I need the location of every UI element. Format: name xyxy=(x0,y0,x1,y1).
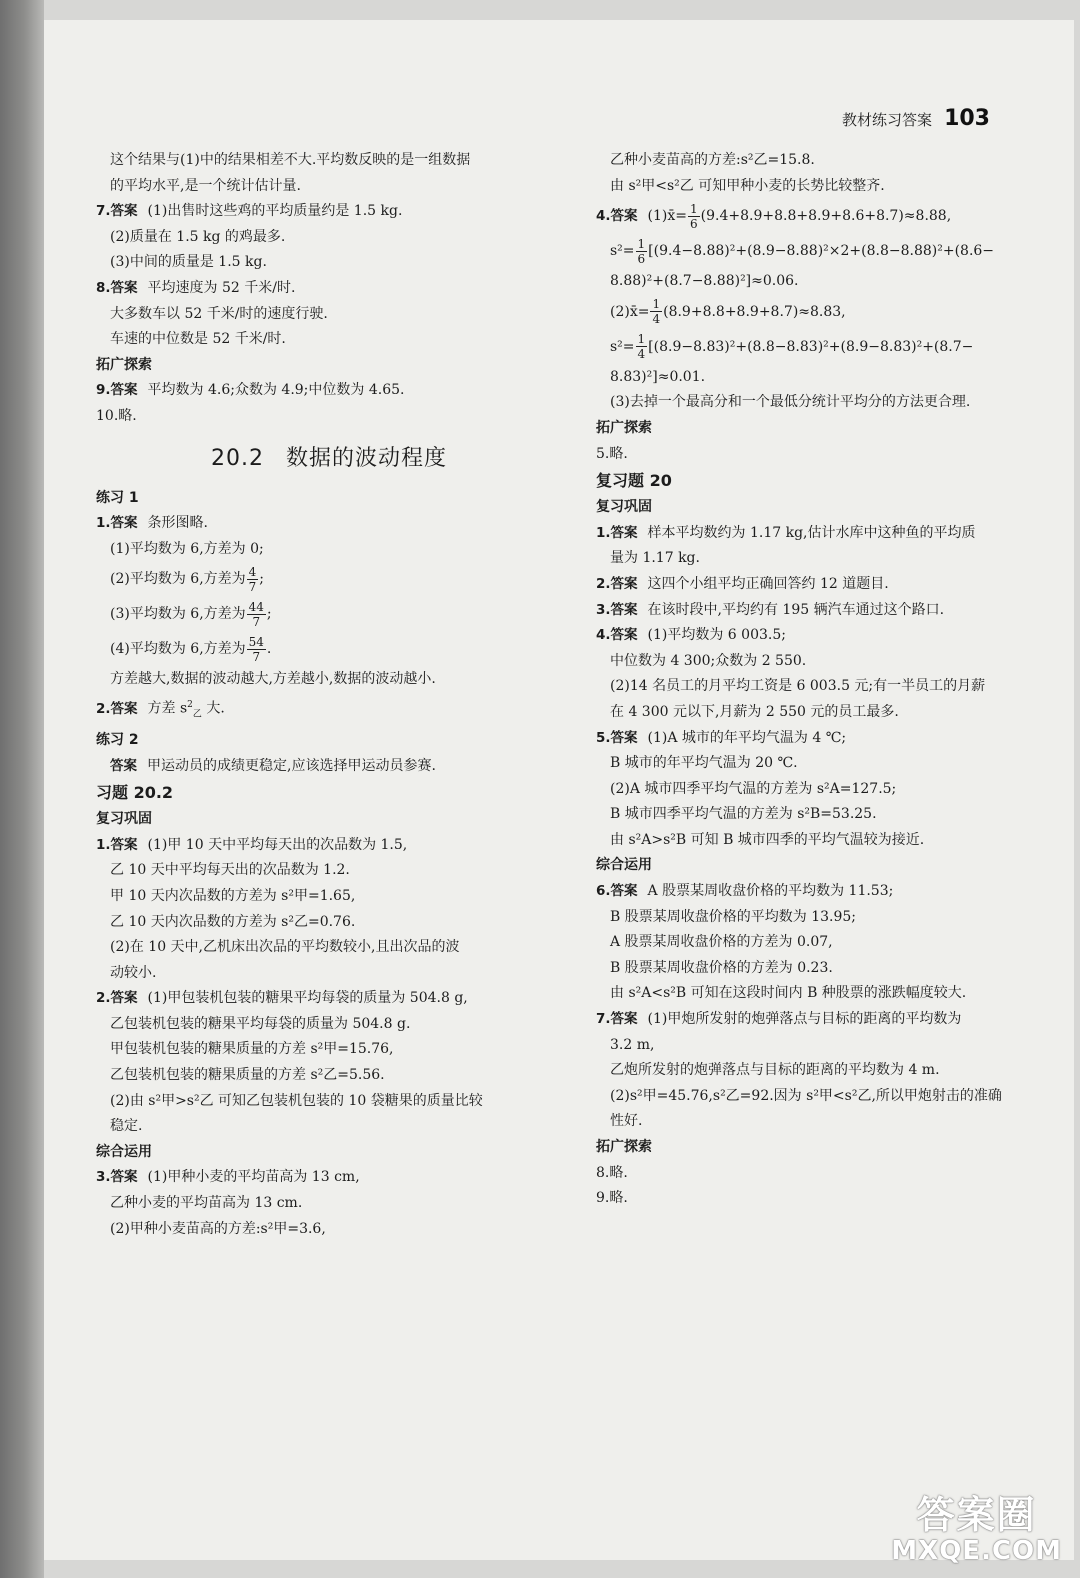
text-span: . xyxy=(266,641,272,658)
answer-text: (1)甲 10 天中平均每天出的次品数为 1.5, xyxy=(147,836,408,853)
subscript: 乙 xyxy=(192,709,202,720)
subsection-heading: 拓广探索 xyxy=(96,356,152,373)
text-line: (2)s²甲=45.76,s²乙=92.因为 s²甲<s²乙,所以甲炮射击的准确 xyxy=(610,1087,1002,1104)
answer-text: A 股票某周收盘价格的平均数为 11.53; xyxy=(647,883,894,900)
book-spine-shadow xyxy=(0,0,44,1578)
text-line: 由 s²甲<s²乙 可知甲种小麦的长势比较整齐. xyxy=(610,177,885,194)
answer-text: (1)A 城市的年平均气温为 4 ℃; xyxy=(647,729,847,746)
text-line: 由 s²A<s²B 可知在这段时间内 B 种股票的涨跌幅度较大. xyxy=(610,985,967,1002)
formula-line xyxy=(596,234,1062,269)
text-line: (1)平均数为 6,方差为 0; xyxy=(110,540,264,557)
text-line: 动较小. xyxy=(110,964,157,981)
text-line: 车速的中位数是 52 千米/时. xyxy=(110,331,286,348)
text-line-fraction xyxy=(96,597,562,632)
review-answer-2 xyxy=(596,572,1062,598)
practice-answer-2 xyxy=(96,693,562,728)
text-line: 甲 10 天内次品数的方差为 s²甲=1.65, xyxy=(110,887,356,904)
text-span: (8.9+8.8+8.9+8.7)≈8.83, xyxy=(663,303,846,320)
text-line: (3)中间的质量是 1.5 kg. xyxy=(110,254,267,271)
answer-label: 3.答案 xyxy=(96,1169,138,1186)
running-head-label: 教材练习答案 xyxy=(842,111,933,129)
exercise-answer-3 xyxy=(96,1165,562,1191)
text-line: 中位数为 4 300;众数为 2 550. xyxy=(610,652,807,669)
answer-text: 条形图略. xyxy=(147,515,208,532)
answer-9: 9.略. xyxy=(596,1190,628,1207)
answer-5: 5.略. xyxy=(596,445,628,462)
fraction xyxy=(688,202,700,231)
answer-label: 1.答案 xyxy=(96,515,138,532)
denominator: 7 xyxy=(248,579,257,594)
review-answer-1 xyxy=(596,521,1062,547)
text-line: (2)A 城市四季平均气温的方差为 s²A=127.5; xyxy=(610,780,897,797)
text-line: 乙 10 天内次品数的方差为 s²乙=0.76. xyxy=(110,913,356,930)
section-name: 数据的波动程度 xyxy=(285,445,447,471)
formula-line xyxy=(596,295,1062,330)
text-line: (2)甲种小麦苗高的方差:s²甲=3.6, xyxy=(110,1220,326,1237)
text-span: s²= xyxy=(610,338,635,355)
section-title xyxy=(96,436,562,482)
answer-text: 这四个小组平均正确回答约 12 道题目. xyxy=(647,575,889,592)
answer-label: 2.答案 xyxy=(596,575,638,592)
text-line: 在 4 300 元以下,月薪为 2 550 元的员工最多. xyxy=(610,703,899,720)
review-heading: 复习题 20 xyxy=(596,471,672,491)
answer-text: (1)甲包装机包装的糖果平均每袋的质量为 504.8 g, xyxy=(147,990,468,1007)
answer-label: 2.答案 xyxy=(96,700,138,717)
left-column xyxy=(96,148,562,1242)
answer-text: (1)平均数为 6 003.5; xyxy=(647,627,786,644)
text-line: 3.2 m, xyxy=(610,1036,655,1053)
section-number: 20.2 xyxy=(211,445,264,471)
formula-line: 8.83)²]≈0.01. xyxy=(610,368,706,385)
text-span: 方差 s xyxy=(147,700,188,717)
answer-label: 3.答案 xyxy=(596,601,638,618)
subsection-heading: 练习 1 xyxy=(96,489,139,506)
answer-8 xyxy=(96,276,562,302)
text-line: 甲包装机包装的糖果质量的方差 s²甲=15.76, xyxy=(110,1041,394,1058)
denominator: 4 xyxy=(652,312,661,327)
text-span: (2)平均数为 6,方差为 xyxy=(110,571,246,588)
text-line: 大多数车以 52 千米/时的速度行驶. xyxy=(110,305,328,322)
answer-label: 7.答案 xyxy=(596,1011,638,1028)
text-line: 这个结果与(1)中的结果相差不大.平均数反映的是一组数据 xyxy=(110,152,471,168)
text-line: (2)质量在 1.5 kg 的鸡最多. xyxy=(110,228,286,245)
denominator: 6 xyxy=(637,251,646,266)
answer-text: (1)出售时这些鸡的平均质量约是 1.5 kg. xyxy=(147,203,403,220)
fraction xyxy=(247,635,266,664)
text-line: 乙包装机包装的糖果质量的方差 s²乙=5.56. xyxy=(110,1067,385,1084)
text-line: 性好. xyxy=(610,1113,643,1130)
text-span: (4)平均数为 6,方差为 xyxy=(110,641,246,658)
text-line: 的平均水平,是一个统计估计量. xyxy=(110,177,301,194)
subsection-heading: 综合运用 xyxy=(96,1143,152,1160)
numerator: 44 xyxy=(248,599,264,614)
subsection-heading: 综合运用 xyxy=(596,857,652,874)
fraction xyxy=(636,332,648,361)
answer-label: 答案 xyxy=(110,757,137,774)
text-span: [(9.4−8.88)²+(8.9−8.88)²×2+(8.8−8.88)²+(8.6− xyxy=(648,243,995,260)
text-line: B 城市四季平均气温的方差为 s²B=53.25. xyxy=(610,806,877,823)
text-span: (9.4+8.9+8.8+8.9+8.6+8.7)≈8.88, xyxy=(700,208,952,225)
answer-label: 1.答案 xyxy=(96,836,138,853)
right-column xyxy=(596,148,1062,1212)
denominator: 7 xyxy=(252,614,261,629)
formula-line xyxy=(596,330,1062,365)
practice-answer-1 xyxy=(96,511,562,537)
denominator: 6 xyxy=(690,216,698,231)
text-line-fraction xyxy=(96,632,562,667)
answer-label: 5.答案 xyxy=(596,729,638,746)
text-line: (2)由 s²甲>s²乙 可知乙包装机包装的 10 袋糖果的质量比较 xyxy=(110,1092,483,1109)
review-answer-4 xyxy=(596,623,1062,649)
denominator: 4 xyxy=(637,347,646,362)
fraction xyxy=(650,297,662,326)
answer-text: 甲运动员的成绩更稳定,应该选择甲运动员参赛. xyxy=(147,757,436,774)
watermark-url: MXQE.COM xyxy=(891,1536,1062,1566)
fraction xyxy=(636,237,648,266)
subsection-heading: 复习巩固 xyxy=(596,499,652,516)
running-head xyxy=(842,106,990,131)
exercise-answer-2 xyxy=(96,986,562,1012)
textbook-page xyxy=(44,20,1074,1560)
text-line: (3)去掉一个最高分和一个最低分统计平均分的方法更合理. xyxy=(610,394,971,411)
text-span: (2)x̄= xyxy=(610,303,650,320)
text-line: 乙炮所发射的炮弹落点与目标的距离的平均数为 4 m. xyxy=(610,1062,940,1079)
numerator: 54 xyxy=(248,634,264,649)
formula-line: 8.88)²+(8.7−8.88)²]≈0.06. xyxy=(610,273,799,290)
text-span: ; xyxy=(259,571,264,588)
text-span: ; xyxy=(266,606,272,623)
denominator: 7 xyxy=(252,649,261,664)
answer-4 xyxy=(596,199,1062,234)
page-number: 103 xyxy=(944,106,990,131)
text-line: 量为 1.17 kg. xyxy=(610,550,700,567)
text-line: 由 s²A>s²B 可知 B 城市四季的平均气温较为接近. xyxy=(610,831,925,848)
text-line: 乙包装机包装的糖果平均每袋的质量为 504.8 g. xyxy=(110,1015,411,1032)
fraction xyxy=(247,565,259,594)
answer-label: 4.答案 xyxy=(596,208,638,225)
answer-label: 8.答案 xyxy=(96,279,138,296)
review-answer-6 xyxy=(596,879,1062,905)
practice-2-answer xyxy=(96,754,562,780)
text-span: [(8.9−8.83)²+(8.8−8.83)²+(8.9−8.83)²+(8.7− xyxy=(648,338,974,355)
subsection-heading: 练习 2 xyxy=(96,731,139,748)
subsection-heading: 复习巩固 xyxy=(96,811,152,828)
answer-label: 7.答案 xyxy=(96,203,138,220)
text-span: 大. xyxy=(201,700,225,717)
text-line-fraction xyxy=(96,562,562,597)
text-span: (3)平均数为 6,方差为 xyxy=(110,606,246,623)
text-span: s²= xyxy=(610,243,635,260)
fraction xyxy=(247,600,266,629)
text-line: A 股票某周收盘价格的方差为 0.07, xyxy=(610,934,833,951)
numerator: 1 xyxy=(652,297,661,312)
text-line: (2)在 10 天中,乙机床出次品的平均数较小,且出次品的波 xyxy=(110,939,460,956)
text-line: 乙 10 天中平均每天出的次品数为 1.2. xyxy=(110,862,350,879)
text-line: 稳定. xyxy=(110,1118,143,1135)
review-answer-5 xyxy=(596,726,1062,752)
answer-label: 2.答案 xyxy=(96,990,138,1007)
review-answer-3 xyxy=(596,598,1062,624)
text-span: (1)x̄= xyxy=(647,208,687,225)
answer-label: 1.答案 xyxy=(596,524,638,541)
subsection-heading: 拓广探索 xyxy=(596,1139,652,1155)
answer-text: (1)甲种小麦的平均苗高为 13 cm, xyxy=(147,1169,360,1186)
text-line: (2)14 名员工的月平均工资是 6 003.5 元;有一半员工的月薪 xyxy=(610,678,986,695)
answer-9 xyxy=(96,378,562,404)
answer-text: 样本平均数约为 1.17 kg,估计水库中这种鱼的平均质 xyxy=(647,524,976,541)
answer-label: 9.答案 xyxy=(96,382,138,399)
site-watermark xyxy=(891,1494,1062,1566)
answer-label: 4.答案 xyxy=(596,627,638,644)
subsection-heading: 拓广探索 xyxy=(596,419,652,436)
numerator: 1 xyxy=(637,332,646,347)
answer-text: 在该时段中,平均约有 195 辆汽车通过这个路口. xyxy=(647,601,945,618)
watermark-text: 答案圈 xyxy=(916,1493,1037,1537)
text-line: 乙种小麦苗高的方差:s²乙=15.8. xyxy=(610,152,815,168)
text-line: B 股票某周收盘价格的方差为 0.23. xyxy=(610,959,833,976)
numerator: 4 xyxy=(248,564,257,579)
text-line: B 股票某周收盘价格的平均数为 13.95; xyxy=(610,908,856,925)
superscript: 2 xyxy=(187,699,193,710)
text-line: B 城市的年平均气温为 20 ℃. xyxy=(610,755,798,772)
review-answer-7 xyxy=(596,1007,1062,1033)
answer-8: 8.略. xyxy=(596,1164,628,1181)
text-line: 方差越大,数据的波动越大,方差越小,数据的波动越小. xyxy=(110,671,436,688)
exercise-answer-1 xyxy=(96,833,562,859)
answer-10: 10.略. xyxy=(96,407,137,424)
answer-label: 6.答案 xyxy=(596,883,638,900)
numerator: 1 xyxy=(637,236,646,251)
answer-text: 平均数为 4.6;众数为 4.9;中位数为 4.65. xyxy=(147,382,405,399)
text-line: 乙种小麦的平均苗高为 13 cm. xyxy=(110,1195,303,1212)
answer-text: 平均速度为 52 千米/时. xyxy=(147,279,296,296)
answer-text: (1)甲炮所发射的炮弹落点与目标的距离的平均数为 xyxy=(647,1011,962,1028)
exercise-heading: 习题 20.2 xyxy=(96,783,174,803)
answer-7 xyxy=(96,199,562,225)
numerator: 1 xyxy=(690,201,698,216)
